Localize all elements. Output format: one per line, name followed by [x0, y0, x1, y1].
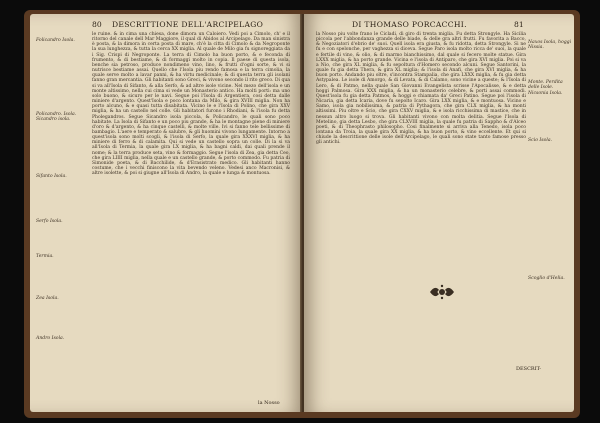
margin-note: Sifanto Isola. — [36, 174, 67, 179]
running-head-right: DI THOMASO PORCACCHI. — [352, 20, 467, 29]
margin-note: Monte. Perdita delle Isole. Nicsonia Isola. — [528, 80, 563, 96]
margin-note: Termia. — [36, 254, 54, 259]
running-head-left: DESCRITTIONE DELL'ARCIPELAGO — [112, 20, 264, 29]
margin-note: Scio Isola. — [528, 138, 553, 143]
margin-note: Folicandro Isola. — [36, 38, 75, 43]
left-page — [30, 14, 302, 412]
margin-note: Serfo Isola. — [36, 219, 63, 224]
catchword-right: DESCRIT- — [516, 366, 542, 372]
book-spread — [24, 10, 580, 418]
catchword-left: la Nosso — [258, 400, 280, 406]
right-body-text — [316, 32, 526, 145]
left-paragraph: le ruine. & in cima una chiesa, done dimora un Caloiero. Vedi poi a Cimolo, ch' e il ritorno del canale dell Mar Maggiore, il qual di Abidos al Arcipelago. Da man sinistra è posta, & la dimora in certa posta di mare, ch'è la citta di Cimolo & da Negroponte la sua lunghezza, & tutta la cerca XX miglia. Al quale de Milo gia fu signoreggiata da i Sig. Crispi di Negroponte. La terra di Cimolo ha buon porto, & e feconda di frumento, & di bestiame, & di formaggi molto in copia. Il paese di questa isola, benche sia petroso, produce nondimeno vino, lino, & frutti d'ogni sorte, & vi si nutrisce bestiame assai. Quello che l'Isola piu rendo famosa e la terra cimolia, la quale serve molto a lavar panni, & ha virtu medicinale; & di questa terra gli isolani fanno gran mercantia. Gli habitanti sono Greci, & vivono secondo il rito greco. Di qua si va all'Isola di Sifanto, & alla Serfo, & ad altre isole vicine. Nel mezo dell'isola e un monte altissimo, nella cui cima si vede un Monasterio antico. Ha molti porti: ma uno solo buono, & sicuro per le navi. Segue poi l'Isola di Argentiera, cosi detta dalle miniere d'argento. Quest'Isola e poco lontana da Milo, & gira XVIII miglia. Non ha porto alcuno, & e quasi tutta disabitata. Vicino le e l'Isola di Polino, che gira XXV miglia, & ha un castello nel colle. Gli habitatori furono i Rhodiani, & l'isola fu detta Pholegandros. Segue Sicandro isola piccola, & Policandro, le quali sono poco habitate. La Isola di Sifanto e un poco piu grande, & ha le montagne piene di miniere d'oro & d'argento, & ha cinque castelli, & molte ville. Ivi si fanno tele bellissime di bambagio. L'aere e temperato & salubre, & gli huomini vivono lungamente. Intorno a quest'isola sono molti scogli, & l'isola di Serfo, la quale gira XXXVI miglia, & ha miniere di ferro & di calamita. Qui si vede un castello sopra un colle. Di la si va all'Isola di Termia, la quale gira LX miglia, & ha bagni caldi, dai quali prende il nome; & la terra produce seta, vino & formaggio. Segue l'isola di Zea, gia detta Ceo, che gira LIIII miglia, nella quale e un castello grande, & porto commodo. Fu patria di Simonide poeta, & di Bacchilide, & d'Erasistrato medico. Gli habitanti hanno costume, che i vecchi finiscono la vita bevendo veleno. Vedesi anco Macronisi, & altre isolette, & poi si giugne all'Isola di Andro, la quale e lunga & montuosa. — [92, 32, 290, 177]
printer-ornament-icon — [428, 284, 456, 300]
margin-note: Naxos Isola, hoggi Nissia. — [528, 40, 572, 51]
margin-note: Scoglio d'Helia. — [528, 276, 565, 281]
margin-note: Zea Isola. — [36, 296, 59, 301]
left-body-text — [92, 32, 290, 176]
page-number-left: 80 — [92, 20, 102, 29]
margin-note: Andro Isola. — [36, 336, 65, 341]
right-paragraph: la Nosso piu volte frano le Cicladi, di giro di trenta miglia. Fu detta Strongyle. Ha Sicilia piccola per l'abbondanza grande delle biade, & delle gra altri frutti. Fu favorita a Bacco, & Negoziatori d'ebrio de' suoi. Quell isola era giusta, & fu ridotta, detta Strongyle. Si ne fu e con spelonche, per vaghezza si diceva. Segue Paro isola molto ricca de' suoi, la quale e fertile di vino, & olio, & di marmo bianchissimo, dal quale si fecero molte statue. Gira LXXX miglia, & ha porto grande. Vicina e l'isola di Antiparo, che gira XVI miglia. Poi si va a Nio, che gira XL miglia, & fu sepoltura d'Homero secondo alcuni. Segue Santorini, la quale fu gia detta Thera, & gira XL miglia; & l'isola di Anafi, che gira XVI miglia, & ha buon porto. Andando piu oltre, s'incontra Stampalia, che gira LXXX miglia, & fu gia detta Astypalea. Le isole di Amorgo, & di Levata, & di Calamo, sono vicine a queste; & l'Isola di Lero, & di Patmo, nella quale San Giovanni Evangelista scrisse l'Apocalisse, & e detta hoggi Palmosa. Gira XXX miglia, & ha un monasterio celebre, & porti assai commodi. Quest'isola fu gia detta Patmos, & hoggi e chiamata da' Greci Patino. Segue poi l'isola di Nicaria, gia detta Icaria, dove fu sepolto Icaro. Gira LXX miglia, & e montuosa. Vicino e Samo, isola gia nobilissima, & patria di Pythagora, che gira CLX miglia, & ha monti altissimi. Piu oltre e Scio, che gira CXXV miglia, & e isola ricchissima di mastice, che in nessun altro luogo si trova. Gli habitanti vivono con molta delitia. Segue l'Isola di Metelino, gia detta Lesbo, che gira CLXVIII miglia, la quale fu patria di Sappho & d'Alceo poeti, & di Theophrasto philosopho. Cosi finalmente si arriva alla Tenedo, isola poco lontana da Troia, la quale gira XX miglia, & ha buon porto, & vino eccellente. Et qui si chiude la descrittione delle isole dell'Arcipelago, le quali sono state tanto famose presso gli antichi. — [316, 32, 526, 146]
page-number-right: 81 — [514, 20, 524, 29]
margin-note: Policandro. Isola. Sicandro isola. — [36, 112, 77, 123]
right-page — [304, 14, 574, 412]
